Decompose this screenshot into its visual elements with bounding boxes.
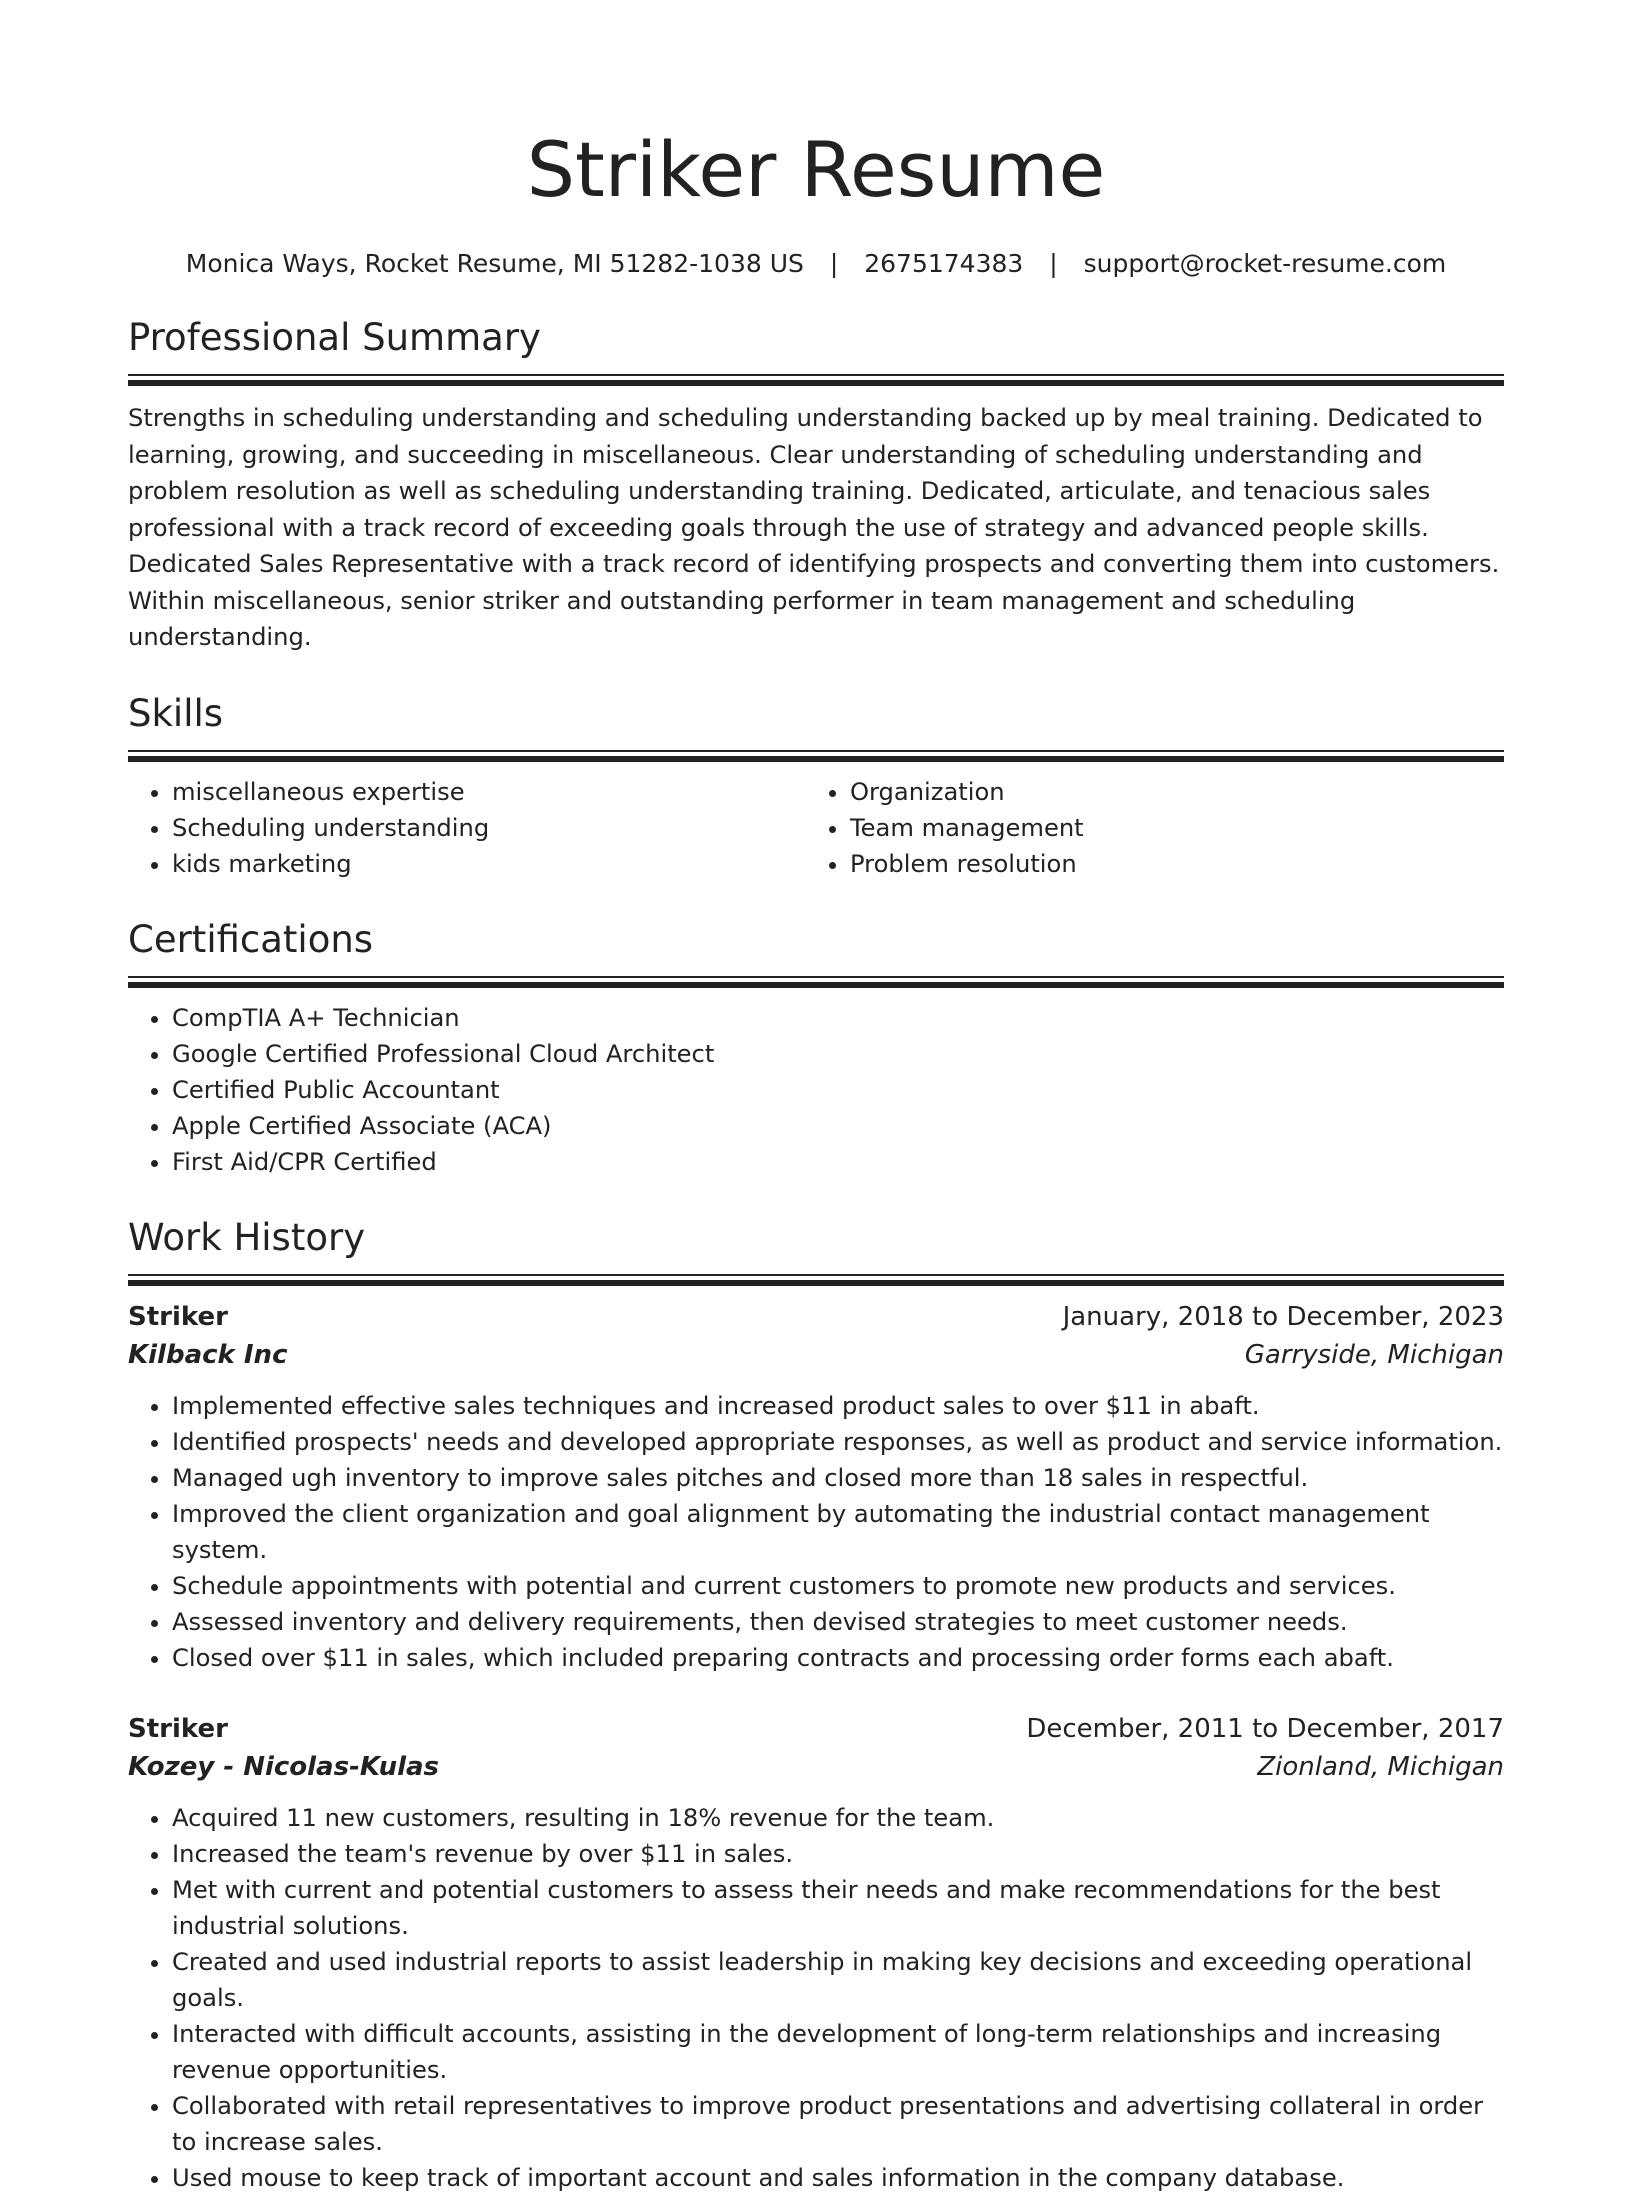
skill-item: • Problem resolution — [850, 846, 1484, 882]
job-subheader-row — [128, 1748, 1504, 1786]
job-duties-list — [128, 1800, 1504, 2196]
summary-text: Strengths in scheduling understanding and scheduling understanding backed up by meal training. Dedicated to learning, growing, and succeeding in miscellaneous. Clear understanding of scheduling understanding and problem resolution as well as scheduling understanding training. Dedicated, articulate, and tenacious sales professional with a track record of exceeding goals through the use of strategy and advanced people skills. Dedicated Sales Representative with a track record of identifying prospects and converting them into customers. Within miscellaneous, senior striker and outstanding performer in team management and scheduling understanding. — [128, 404, 1500, 651]
skill-item: • Scheduling understanding — [172, 810, 806, 846]
job-duty-item: • Managed ugh inventory to improve sales pitches and closed more than 18 sales in respectful. — [172, 1460, 1504, 1496]
job-dates: December, 2011 to December, 2017 — [1026, 1713, 1504, 1744]
job-dates: January, 2018 to December, 2023 — [1062, 1301, 1504, 1332]
section-divider — [128, 1274, 1504, 1286]
contact-line — [128, 248, 1504, 280]
job-duty-item: • Used mouse to keep track of important account and sales information in the company database. — [172, 2160, 1504, 2196]
certification-item: • CompTIA A+ Technician — [172, 1000, 1504, 1036]
job-role: Striker — [128, 1713, 228, 1744]
job-entry — [128, 1298, 1504, 1676]
certification-item: • Certified Public Accountant — [172, 1072, 1504, 1108]
certification-item: • Apple Certified Associate (ACA) — [172, 1108, 1504, 1144]
job-company: Kilback Inc — [128, 1339, 288, 1370]
certifications-heading: Certifications — [128, 917, 374, 961]
job-duty-item: • Collaborated with retail representatives to improve product presentations and advertising collateral in order to increase sales. — [172, 2088, 1504, 2160]
job-duty-item: • Created and used industrial reports to assist leadership in making key decisions and exceeding operational goals. — [172, 1944, 1504, 2016]
job-header-row — [128, 1298, 1504, 1336]
contact-separator: | — [1049, 249, 1058, 278]
certification-item: • Google Certified Professional Cloud Architect — [172, 1036, 1504, 1072]
job-duty-item: • Met with current and potential customers to assess their needs and make recommendations for the best industrial solutions. — [172, 1872, 1504, 1944]
summary-heading: Professional Summary — [128, 316, 541, 359]
section-divider — [128, 374, 1504, 386]
job-duty-item: • Improved the client organization and goal alignment by automating the industrial contact management system. — [172, 1496, 1504, 1568]
certifications-list — [128, 1000, 1504, 1180]
skill-item: • kids marketing — [172, 846, 806, 882]
skills-grid — [128, 774, 1504, 882]
job-duty-item: • Schedule appointments with potential and current customers to promote new products and services. — [172, 1568, 1504, 1604]
work-history-section — [128, 1214, 1504, 2196]
summary-section — [128, 314, 1504, 656]
job-location: Zionland, Michigan — [1257, 1751, 1504, 1782]
work-history-heading: Work History — [128, 1215, 366, 1259]
certification-item: • First Aid/CPR Certified — [172, 1144, 1504, 1180]
certifications-section — [128, 916, 1504, 1180]
job-duty-item: • Closed over $11 in sales, which included preparing contracts and processing order forms each abaft. — [172, 1640, 1504, 1676]
contact-separator: | — [829, 249, 839, 278]
skill-item: • Organization — [850, 774, 1484, 810]
job-company: Kozey - Nicolas-Kulas — [128, 1751, 440, 1782]
job-role: Striker — [128, 1301, 228, 1332]
skills-heading: Skills — [128, 691, 224, 735]
job-header-row — [128, 1710, 1504, 1748]
section-divider — [128, 976, 1504, 988]
contact-phone: 2675174383 — [864, 249, 1024, 278]
skill-item: • Team management — [850, 810, 1484, 846]
job-duty-item: • Implemented effective sales techniques and increased product sales to over $11 in abaft. — [172, 1388, 1504, 1424]
contact-address: Monica Ways, Rocket Resume, MI 51282-1038 US — [185, 249, 804, 278]
job-location: Garryside, Michigan — [1244, 1339, 1504, 1370]
job-duty-item: • Assessed inventory and delivery requirements, then devised strategies to meet customer needs. — [172, 1604, 1504, 1640]
skills-section — [128, 690, 1504, 882]
job-duty-item: • Acquired 11 new customers, resulting in 18% revenue for the team. — [172, 1800, 1504, 1836]
job-duty-item: • Interacted with difficult accounts, assisting in the development of long-term relationships and increasing revenue opportunities. — [172, 2016, 1504, 2088]
job-entry — [128, 1710, 1504, 2196]
skill-item: • miscellaneous expertise — [172, 774, 806, 810]
job-duty-item: • Increased the team's revenue by over $11 in sales. — [172, 1836, 1504, 1872]
skills-list-right — [806, 774, 1484, 882]
section-divider — [128, 750, 1504, 762]
resume-title: Striker Resume — [526, 125, 1106, 214]
skills-list-left — [128, 774, 806, 882]
job-duties-list — [128, 1388, 1504, 1676]
contact-email: support@rocket-resume.com — [1083, 249, 1447, 278]
job-duty-item: • Identified prospects' needs and developed appropriate responses, as well as product and service information. — [172, 1424, 1504, 1460]
job-subheader-row — [128, 1336, 1504, 1374]
